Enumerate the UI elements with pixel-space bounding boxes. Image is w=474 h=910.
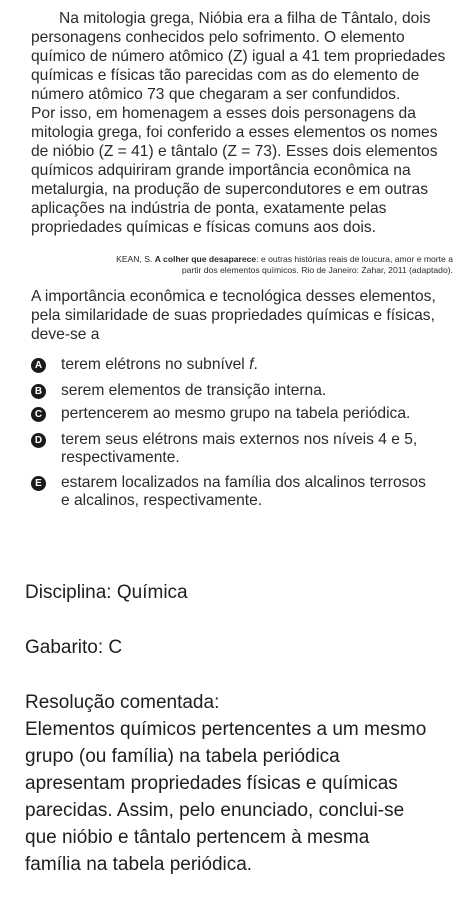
option-letter-badge: A bbox=[31, 358, 46, 373]
option-letter-badge: D bbox=[31, 433, 46, 448]
answer-key: Gabarito: C bbox=[25, 637, 123, 658]
passage-line: metalurgia, na produção de supercondutores e em outras bbox=[31, 181, 429, 198]
citation-author: KEAN, S. bbox=[116, 254, 153, 264]
resolution-heading: Resolução comentada: bbox=[25, 692, 220, 713]
discipline-label: Disciplina: Química bbox=[25, 582, 188, 603]
resolution-line: que nióbio e tântalo pertencem à mesma bbox=[25, 827, 370, 848]
passage-line: Na mitologia grega, Nióbia era a filha de Tântalo, dois bbox=[59, 10, 431, 27]
source-citation: KEAN, S. A colher que desaparece: e outras histórias reais de loucura, amor e morte a partir dos elementos químicos. Rio de Janeiro: Zahar, 2011 (adaptado). bbox=[116, 254, 453, 275]
resolution-line: apresentam propriedades físicas e químicas bbox=[25, 773, 398, 794]
resolution-line: família na tabela periódica. bbox=[25, 854, 253, 875]
resolution-line: parecidas. Assim, pelo enunciado, conclui-se bbox=[25, 800, 405, 821]
passage-line: químicas e físicas tão parecidas com as do elemento de bbox=[31, 67, 420, 84]
option-letter-badge: B bbox=[31, 384, 46, 399]
option-letter-badge: E bbox=[31, 476, 46, 491]
passage-text bbox=[31, 9, 454, 237]
passage-line: químicos adquiriram grande importância econômica na bbox=[31, 162, 411, 179]
passage-line: Por isso, em homenagem a esses dois personagens da bbox=[31, 105, 416, 122]
question-stem: A importância econômica e tecnológica desses elementos, pela similaridade de suas propriedades químicas e físicas, deve-se a bbox=[31, 288, 436, 343]
passage-line: aplicações na indústria de ponta, exatamente pelas bbox=[31, 200, 387, 217]
resolution-line: Elementos químicos pertencentes a um mesmo bbox=[25, 719, 427, 740]
option-letter-badge: C bbox=[31, 407, 46, 422]
citation-title: A colher que desaparece bbox=[154, 254, 257, 264]
passage-line: mitologia grega, foi conferido a esses elementos os nomes bbox=[31, 124, 438, 141]
question-scan: Na mitologia grega, Nióbia era a filha de Tântalo, dois personagens conhecidos pelo sofrimento. O elemento químico de número atômico (Z) igual a 41 tem propriedades químicas e físicas tão parecidas com as do elemento de número atômico 73 que chegaram a ser confundidos. Por isso, em homenagem a esses dois personagens da mitologia grega, foi conferido a esses elementos os nomes de nióbio (Z = 41) e tântalo (Z = 73). Esses dois elementos químicos adquiriram grande importância econômica na metalurgia, na produção de supercondutores e em outras aplicações na indústria de ponta, exatamente pelas propriedades químicas e físicas comuns aos dois. KEAN, S. A colher que desaparece: e outras histórias reais de loucura, amor e morte a partir dos elementos químicos. Rio de Janeiro: Zahar, 2011 (adaptado). A importância econômica e tecnológica desses elementos, pela similaridade de suas propriedades químicas e físicas, deve-se a A terem elétrons no subnível f. B serem elementos de transição interna. C pertencerem ao mesmo grupo na tabela periódica. D terem seus elétrons mais externos nos níveis 4 e 5, respectivamente. E estarem localizados na família dos alcalinos terrosos e alcalinos, respectivamente. bbox=[31, 10, 453, 509]
resolution-line: grupo (ou família) na tabela periódica bbox=[25, 746, 340, 767]
passage-line: químico de número atômico (Z) igual a 41 tem propriedades bbox=[31, 48, 446, 65]
passage-line: número atômico 73 que chegaram a ser confundidos. bbox=[31, 86, 401, 103]
passage-line: propriedades químicas e físicas comuns aos dois. bbox=[31, 219, 376, 236]
resolution-section bbox=[25, 689, 465, 878]
passage-line: de nióbio (Z = 41) e tântalo (Z = 73). Esses dois elementos bbox=[31, 143, 438, 160]
passage-line: personagens conhecidos pelo sofrimento. O elemento bbox=[31, 29, 405, 46]
